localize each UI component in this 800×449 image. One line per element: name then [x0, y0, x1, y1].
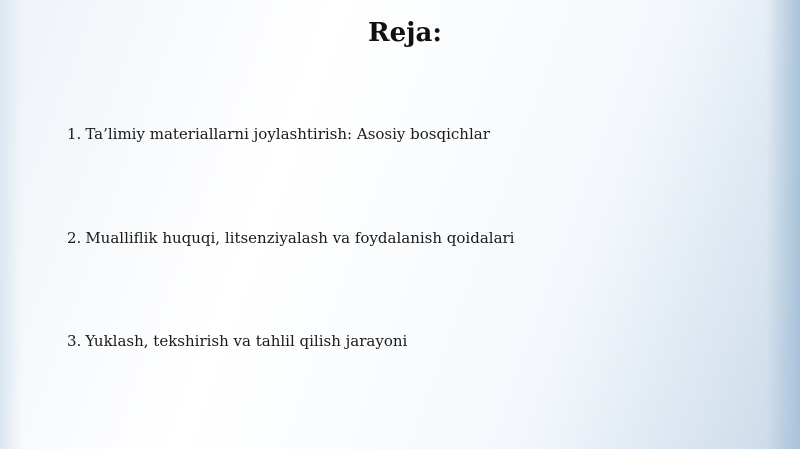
- plan-item-2: [67, 229, 514, 247]
- plan-item-number: 1.: [67, 125, 82, 143]
- plan-item-text: Ta’limiy materiallarni joylashtirish: Asosiy bosqichlar: [85, 125, 490, 143]
- plan-item-3: [67, 332, 407, 350]
- left-edge-shading: [0, 0, 22, 449]
- plan-item-text: Mualliflik huquqi, litsenziyalash va foydalanish qoidalari: [85, 229, 515, 247]
- plan-item-text: Yuklash, tekshirish va tahlil qilish jarayoni: [85, 332, 408, 350]
- plan-item-1: [67, 125, 490, 143]
- right-edge-shading: [766, 0, 800, 449]
- plan-item-number: 2.: [67, 229, 82, 247]
- plan-item-number: 3.: [67, 332, 82, 350]
- slide-title: Reja:: [367, 18, 442, 48]
